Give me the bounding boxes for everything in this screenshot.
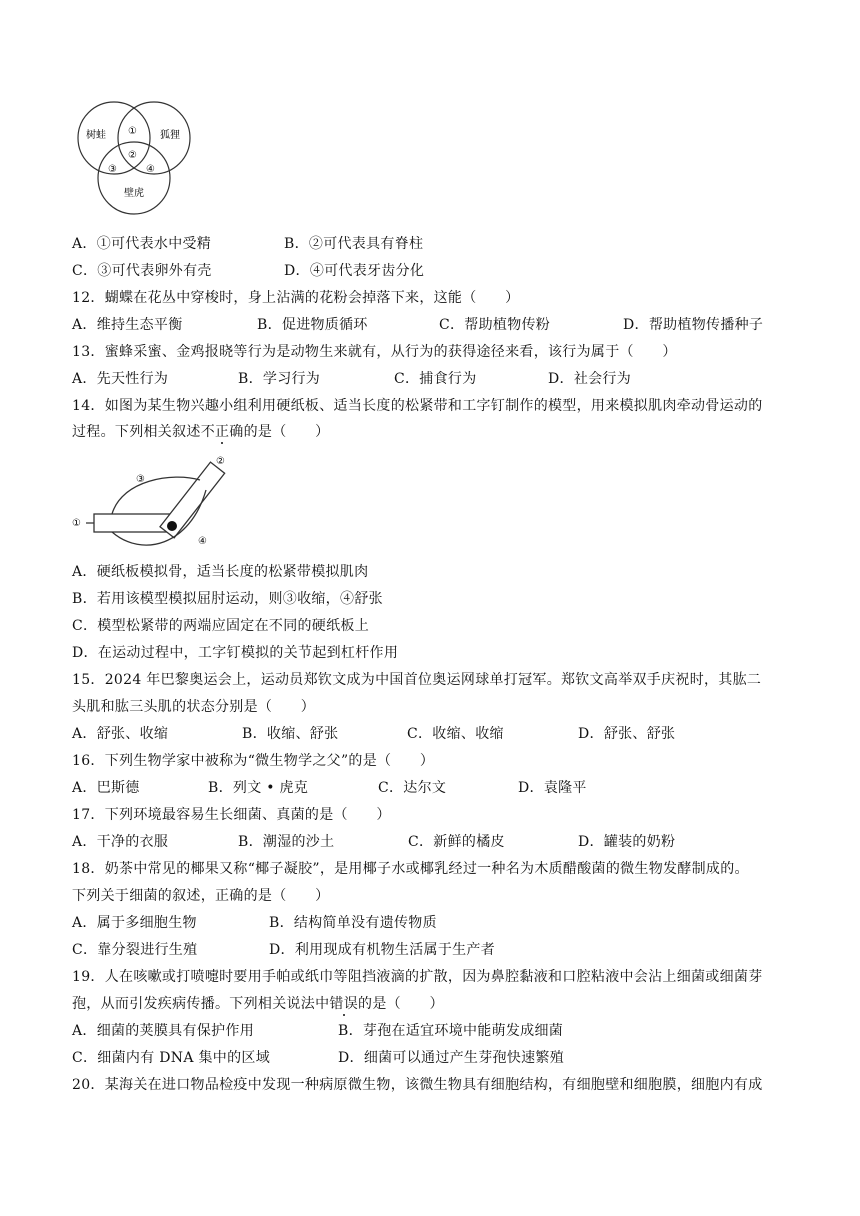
q14-stem-line1: 14．如图为某生物兴趣小组利用硬纸板、适当长度的松紧带和工字钉制作的模型，用来模拟肌肉牵动骨运动的	[72, 398, 763, 414]
q12-option-a: A．维持生态平衡	[72, 317, 183, 333]
q19-stem-emphasis: 错误	[329, 996, 359, 1012]
q13-option-b: B．学习行为	[238, 371, 321, 387]
q12-option-d: D．帮助植物传播种子	[623, 317, 764, 333]
q18-stem-line2: 下列关于细菌的叙述，正确的是（ ）	[72, 888, 330, 904]
q19-stem-line1: 19．人在咳嗽或打喷嚏时要用手帕或纸巾等阻挡液滴的扩散，因为鼻腔黏液和口腔粘液中会沾上细菌或细菌芽	[72, 969, 763, 985]
q15-stem-line1: 15．2024 年巴黎奥运会上，运动员郑钦文成为中国首位奥运网球单打冠军。郑钦文高举双手庆祝时，其肱二	[72, 672, 762, 688]
q15-option-c: C．收缩、收缩	[407, 726, 504, 742]
model-marker-1: ①	[72, 518, 81, 529]
q19-option-d: D．细菌可以通过产生芽孢快速繁殖	[338, 1050, 565, 1066]
venn-marker-4: ④	[146, 164, 155, 175]
q14-stem-line2	[72, 422, 329, 442]
model-pin-joint	[167, 521, 177, 531]
q15-option-b: B．收缩、舒张	[242, 726, 339, 742]
q12-option-b: B．促进物质循环	[257, 317, 368, 333]
q19-stem-pre: 孢，从而引发疾病传播。下列相关说法中	[72, 996, 330, 1012]
q18-option-b: B．结构简单没有遗传物质	[269, 915, 437, 931]
q16-option-c: C．达尔文	[378, 780, 447, 796]
muscle-model-figure	[72, 450, 232, 560]
q11-option-b: B．②可代表具有脊柱	[284, 236, 424, 252]
q14-option-c: C．模型松紧带的两端应固定在不同的硬纸板上	[72, 618, 370, 634]
q17-option-b: B．潮湿的沙土	[238, 834, 335, 850]
q14-stem-emphasis: 不正确	[200, 424, 244, 440]
model-marker-3: ③	[136, 474, 145, 485]
q16-option-a: A．巴斯德	[72, 780, 140, 796]
q19-stem-line2	[72, 994, 444, 1014]
q19-option-c: C．细菌内有 DNA 集中的区域	[72, 1050, 270, 1066]
q18-option-c: C．靠分裂进行生殖	[72, 942, 198, 958]
q16-option-d: D．袁隆平	[518, 780, 587, 796]
q13-option-c: C．捕食行为	[394, 371, 477, 387]
q11-option-d: D．④可代表牙齿分化	[284, 263, 425, 279]
q14-option-d: D．在运动过程中，工字钉模拟的关节起到杠杆作用	[72, 645, 399, 661]
q15-stem-line2: 头肌和肱三头肌的状态分别是（ ）	[72, 699, 316, 715]
model-marker-2: ②	[216, 456, 225, 467]
q16-stem: 16．下列生物学家中被称为“微生物学之父”的是（ ）	[72, 753, 435, 769]
q14-stem-post: 的是（ ）	[243, 424, 330, 440]
q13-stem: 13．蜜蜂采蜜、金鸡报晓等行为是动物生来就有，从行为的获得途径来看，该行为属于（ ）	[72, 344, 677, 360]
q14-stem-pre: 过程。下列相关叙述	[72, 424, 201, 440]
q17-option-d: D．罐装的奶粉	[578, 834, 676, 850]
venn-marker-3: ③	[108, 164, 117, 175]
venn-marker-1: ①	[128, 126, 137, 137]
q13-option-d: D．社会行为	[548, 371, 632, 387]
q20-stem-line1: 20．某海关在进口物品检疫中发现一种病原微生物，该微生物具有细胞结构，有细胞壁和细胞膜，细胞内有成	[72, 1077, 763, 1093]
venn-diagram-figure	[72, 98, 198, 218]
q15-option-a: A．舒张、收缩	[72, 726, 169, 742]
q19-option-a: A．细菌的荚膜具有保护作用	[72, 1023, 255, 1039]
q18-option-d: D．利用现成有机物生活属于生产者	[269, 942, 496, 958]
q18-option-a: A．属于多细胞生物	[72, 915, 197, 931]
q13-option-a: A．先天性行为	[72, 371, 169, 387]
q15-option-d: D．舒张、舒张	[578, 726, 676, 742]
q18-stem-line1: 18．奶茶中常见的椰果又称“椰子凝胶”，是用椰子水或椰乳经过一种名为木质醋酸菌的微生物发酵制成的。	[72, 861, 749, 877]
q14-option-a: A．硬纸板模拟骨，适当长度的松紧带模拟肌肉	[72, 564, 369, 580]
q12-option-c: C．帮助植物传粉	[439, 317, 551, 333]
q17-option-a: A．干净的衣服	[72, 834, 169, 850]
q11-option-c: C．③可代表卵外有壳	[72, 263, 212, 279]
model-marker-4: ④	[198, 536, 207, 547]
q19-stem-post: 的是（ ）	[358, 996, 444, 1012]
venn-label-right: 狐狸	[160, 130, 180, 141]
q17-stem: 17．下列环境最容易生长细菌、真菌的是（ ）	[72, 807, 391, 823]
venn-label-left: 树蛙	[86, 130, 106, 141]
venn-label-bottom: 壁虎	[124, 188, 144, 199]
q16-option-b: B．列文 • 虎克	[208, 780, 309, 796]
q12-stem: 12．蝴蝶在花丛中穿梭时，身上沾满的花粉会掉落下来，这能（ ）	[72, 290, 520, 306]
venn-marker-2: ②	[128, 150, 137, 161]
q11-option-a: A．①可代表水中受精	[72, 236, 212, 252]
q14-option-b: B．若用该模型模拟屈肘运动，则③收缩，④舒张	[72, 591, 383, 607]
q17-option-c: C．新鲜的橘皮	[408, 834, 505, 850]
q19-option-b: B．芽孢在适宜环境中能萌发成细菌	[338, 1023, 564, 1039]
